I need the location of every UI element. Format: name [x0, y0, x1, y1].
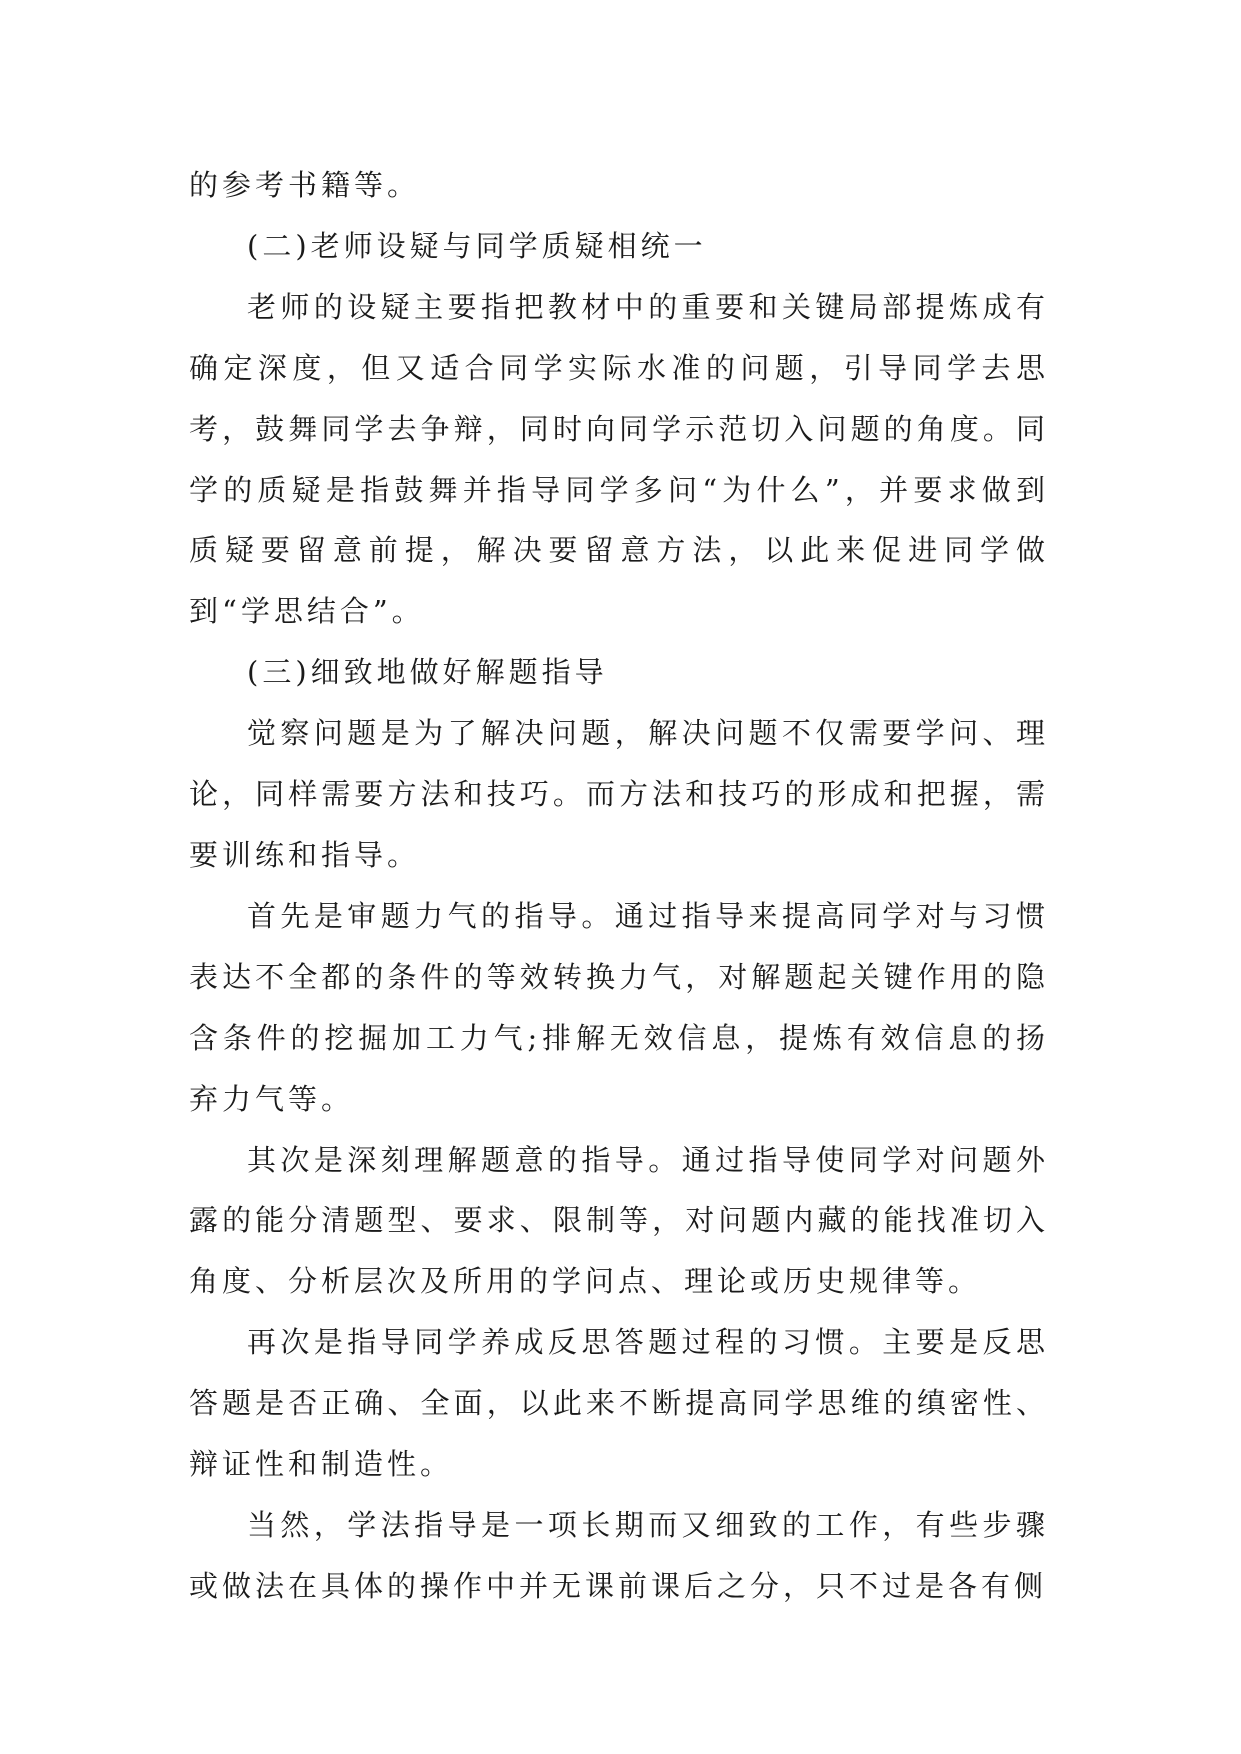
paragraph: 再次是指导同学养成反思答题过程的习惯。主要是反思答题是否正确、全面，以此来不断提高同学思维的缜密性、辩证性和制造性。	[189, 1325, 1049, 1482]
section-heading-2: (二)老师设疑与同学质疑相统一	[247, 228, 707, 263]
paragraph: 其次是深刻理解题意的指导。通过指导使同学对问题外露的能分清题型、要求、限制等，对问题内藏的能找准切入角度、分析层次及所用的学问点、理论或历史规律等。	[189, 1142, 1049, 1299]
document-body	[189, 155, 1049, 1617]
paragraph: 首先是审题力气的指导。通过指导来提高同学对与习惯表达不全都的条件的等效转换力气，对解题起关键作用的隐含条件的挖掘加工力气;排解无效信息，提炼有效信息的扬弃力气等。	[189, 898, 1049, 1116]
paragraph: 当然，学法指导是一项长期而又细致的工作，有些步骤或做法在具体的操作中并无课前课后之分，只不过是各有侧	[189, 1507, 1049, 1603]
section-heading-3: (三)细致地做好解题指导	[247, 655, 608, 690]
paragraph: 老师的设疑主要指把教材中的重要和关键局部提炼成有确定深度，但又适合同学实际水准的问题，引导同学去思考，鼓舞同学去争辩，同时向同学示范切入问题的角度。同学的质疑是指鼓舞并指导同学多问“为什么”，并要求做到质疑要留意前提，解决要留意方法，以此来促进同学做到“学思结合”。	[189, 289, 1049, 629]
paragraph-continuation: 的参考书籍等。	[189, 168, 421, 202]
paragraph: 觉察问题是为了解决问题，解决问题不仅需要学问、理论，同样需要方法和技巧。而方法和技巧的形成和把握，需要训练和指导。	[189, 716, 1049, 872]
